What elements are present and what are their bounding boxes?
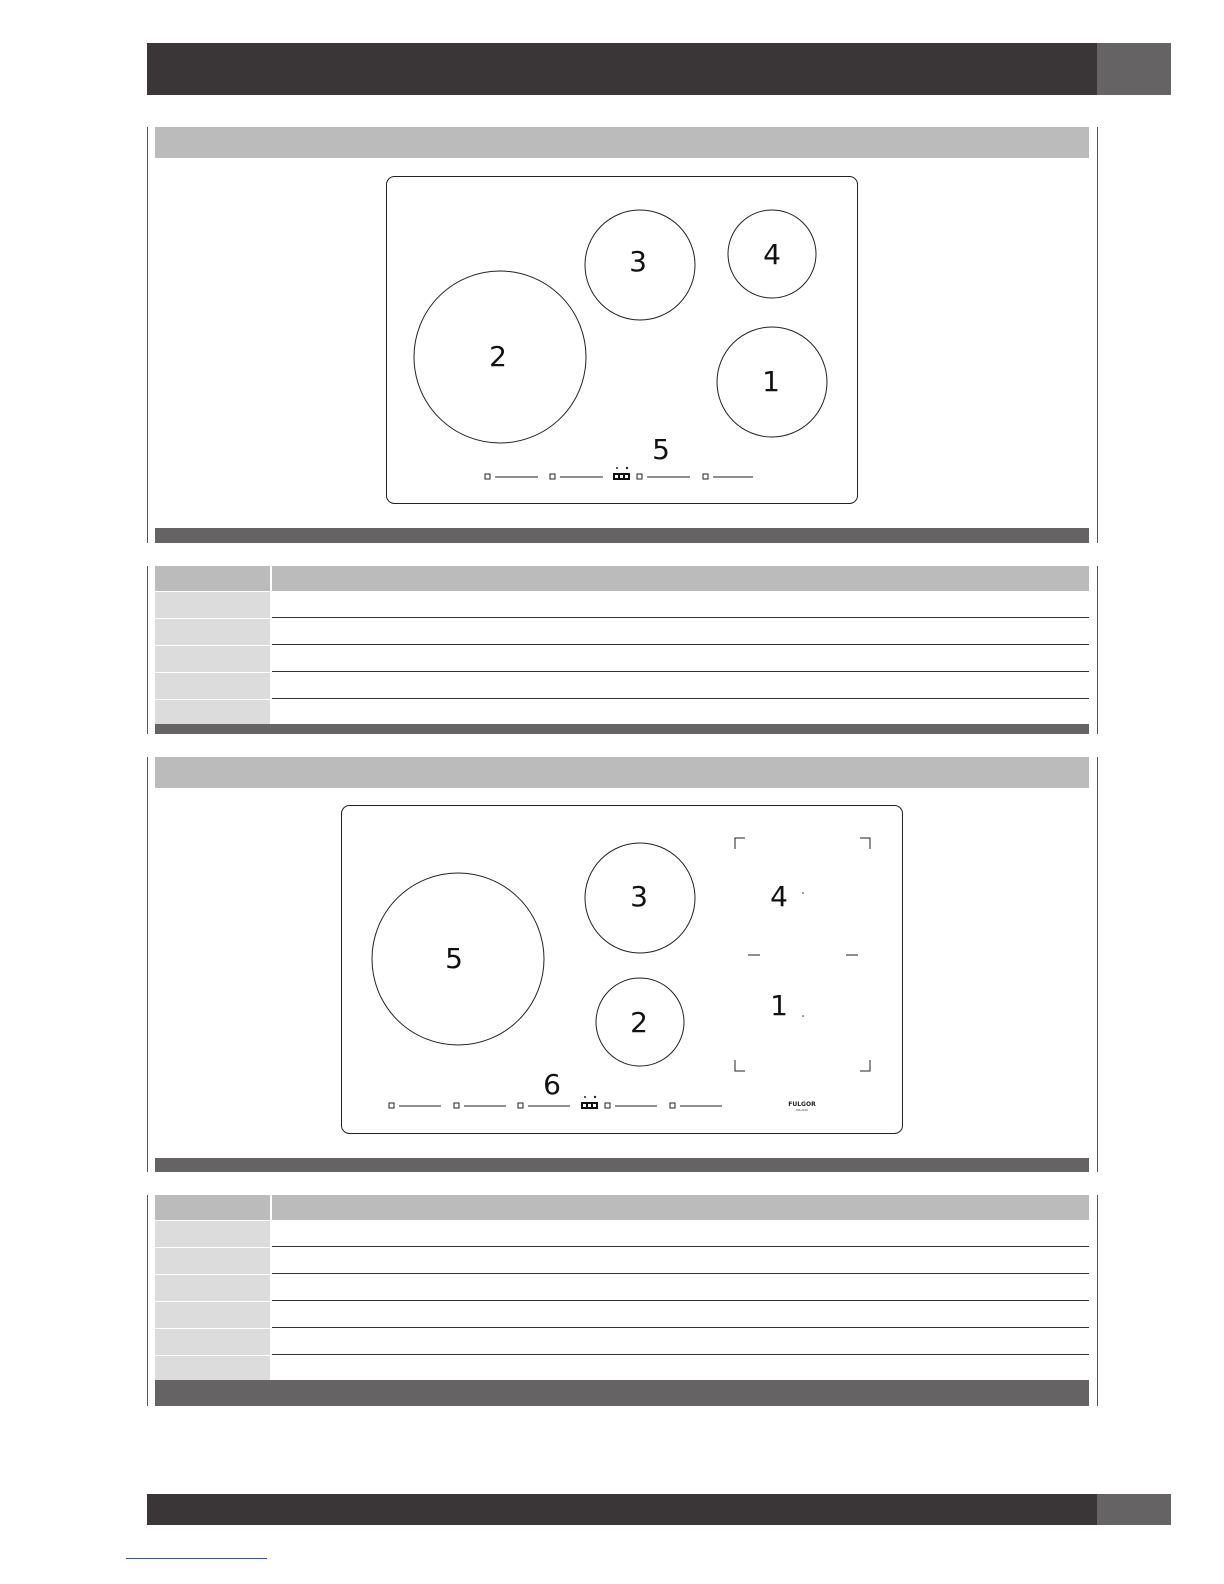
section1-left-border xyxy=(147,127,148,543)
page-footer-tab xyxy=(1097,1494,1171,1525)
zone-label-2: 2 xyxy=(489,340,507,373)
zone-label-2: 2 xyxy=(630,1006,648,1039)
table1-footer xyxy=(155,724,1089,734)
table-row xyxy=(155,672,1089,699)
section2-footer xyxy=(155,1158,1089,1172)
section2-left-border xyxy=(147,757,148,1172)
table-row xyxy=(155,591,1089,618)
table2-right-border xyxy=(1097,1195,1098,1406)
page-footer-bar xyxy=(147,1494,1097,1525)
zone-label-6: 6 xyxy=(543,1068,561,1101)
cooktop-diagram-4-zone xyxy=(385,175,861,507)
table-header-row xyxy=(155,1195,1089,1220)
zone-label-1: 1 xyxy=(762,365,780,398)
table-row xyxy=(155,618,1089,645)
zone-label-3: 3 xyxy=(630,880,648,913)
table-header-row xyxy=(155,566,1089,591)
footer-link-underline xyxy=(126,1558,267,1559)
table-row xyxy=(155,699,1089,725)
zone-label-5: 5 xyxy=(445,942,463,975)
section2-right-border xyxy=(1097,757,1098,1172)
brand-logo-sub: MILANO xyxy=(796,1108,808,1112)
table1-left-border xyxy=(147,566,148,734)
table-row xyxy=(155,1301,1089,1328)
section1-right-border xyxy=(1097,127,1098,543)
zone-label-4: 4 xyxy=(763,238,781,271)
zone-table-2 xyxy=(155,1195,1089,1381)
page-header-bar xyxy=(147,43,1097,95)
brand-logo: FULGOR xyxy=(788,1101,816,1108)
section1-footer xyxy=(155,528,1089,543)
page-header-tab xyxy=(1097,43,1171,95)
zone-label-1: 1 xyxy=(770,989,788,1022)
table-row xyxy=(155,1274,1089,1301)
table-row xyxy=(155,1328,1089,1355)
table-row xyxy=(155,1355,1089,1381)
table2-left-border xyxy=(147,1195,148,1406)
zone-label-5: 5 xyxy=(652,433,670,466)
cooktop-diagram-5-zone xyxy=(340,804,906,1136)
table-row xyxy=(155,1247,1089,1274)
table1-right-border xyxy=(1097,566,1098,734)
table-row xyxy=(155,1220,1089,1247)
zone-table-1 xyxy=(155,566,1089,725)
zone-label-4: 4 xyxy=(770,880,788,913)
table2-footer xyxy=(155,1380,1089,1406)
section1-header xyxy=(155,127,1089,158)
table-row xyxy=(155,645,1089,672)
zone-label-3: 3 xyxy=(629,245,647,278)
section2-header xyxy=(155,757,1089,788)
